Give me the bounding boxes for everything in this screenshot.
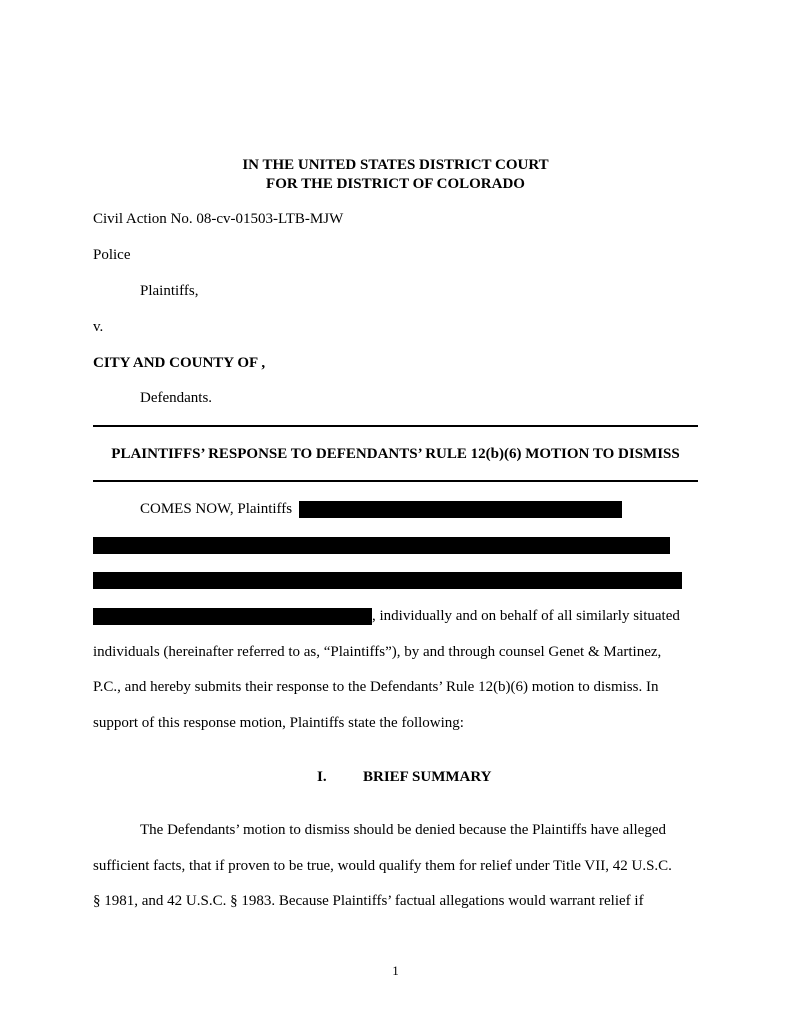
document-title: PLAINTIFFS’ RESPONSE TO DEFENDANTS’ RULE 12(b)(6) MOTION TO DISMISS	[111, 446, 680, 462]
intro-line1: COMES NOW, Plaintiffs	[140, 501, 293, 517]
redaction-bar	[299, 501, 622, 518]
intro-line7: support of this response motion, Plaintiffs state the following:	[93, 715, 464, 731]
page-number: 1	[392, 963, 399, 978]
redaction-bar	[93, 572, 682, 589]
redaction-bar	[93, 608, 372, 625]
plaintiffs-label: Plaintiffs,	[140, 283, 199, 299]
summary-line2: sufficient facts, that if proven to be true, would qualify them for relief under Title VII, 42 U.S.C.	[93, 858, 672, 874]
court-name-line2: FOR THE DISTRICT OF COLORADO	[266, 176, 525, 192]
intro-line6: P.C., and hereby submits their response to the Defendants’ Rule 12(b)(6) motion to dismiss. In	[93, 679, 659, 695]
redaction-bar	[93, 537, 670, 554]
defendant-name: CITY AND COUNTY OF ,	[93, 355, 266, 371]
section-number: I.	[317, 769, 327, 785]
title-rule-bottom	[93, 480, 698, 482]
section-heading: BRIEF SUMMARY	[363, 769, 492, 785]
intro-line5: individuals (hereinafter referred to as, “Plaintiffs”), by and through counsel Genet & Martinez,	[93, 644, 662, 660]
court-name-line1: IN THE UNITED STATES DISTRICT COURT	[242, 157, 549, 173]
plaintiff-name: Police	[93, 247, 131, 263]
title-rule-top	[93, 425, 698, 427]
summary-line1: The Defendants’ motion to dismiss should be denied because the Plaintiffs have alleged	[140, 822, 666, 838]
intro-line4: , individually and on behalf of all similarly situated	[372, 608, 680, 624]
summary-line3: § 1981, and 42 U.S.C. § 1983. Because Plaintiffs’ factual allegations would warrant relief if	[93, 893, 644, 909]
civil-action-number: Civil Action No. 08-cv-01503-LTB-MJW	[93, 211, 344, 227]
defendants-label: Defendants.	[140, 390, 213, 406]
versus-label: v.	[93, 319, 104, 335]
